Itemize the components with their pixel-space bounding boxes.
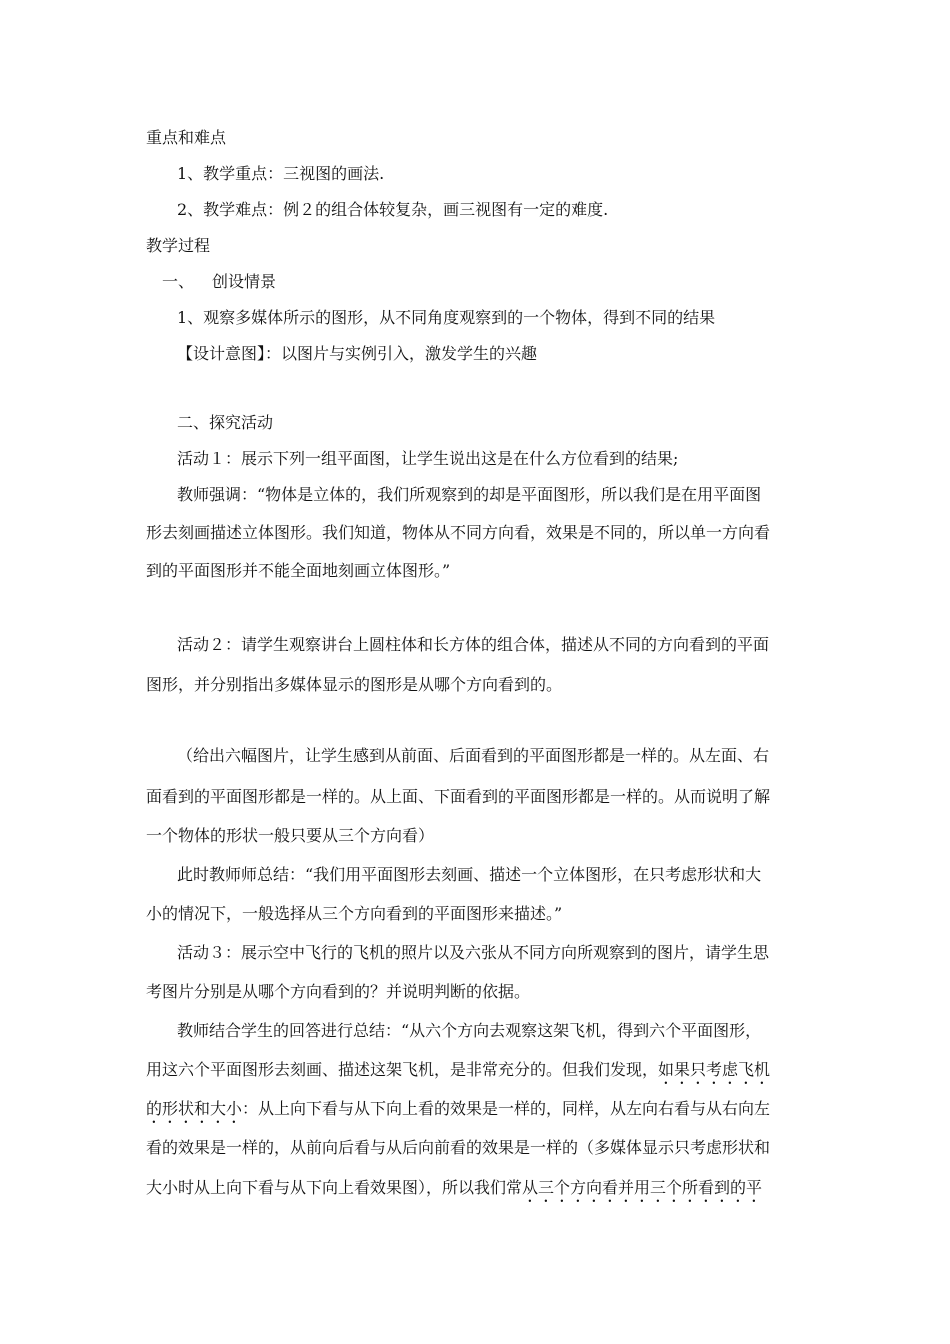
part1-title: 创设情景 [212,272,277,291]
conclusion-line-5-text: 大小时从上向下看与从下向上看效果图），所以我们常 [146,1178,523,1197]
design-intent: 【设计意图】：以图片与实例引入，激发学生的兴趣 [177,344,538,363]
activity-2-line-2: 图形，并分别指出多媒体显示的图形是从哪个方向看到的。 [146,675,563,694]
conclusion-line-3-text: ：从上向下看与从下向上看的效果是一样的，同样，从左向右看与从右向左 [242,1099,771,1118]
keypoint-item-1: 1、教学重点：三视图的画法. [177,164,385,183]
six-pictures-line-2: 面看到的平面图形都是一样的。从上面、下面看到的平面图形都是一样的。从而说明了解 [146,787,771,806]
conclusion-line-2 [146,1059,770,1088]
activity-1: 活动１：展示下列一组平面图，让学生说出这是在什么方位看到的结果; [177,449,679,468]
process-heading: 教学过程 [146,236,211,255]
emphasized-phrase-2: 的形状和大小 [146,1099,243,1118]
activity-3-line-2: 考图片分别是从哪个方向看到的？并说明判断的依据。 [146,982,531,1001]
activity-3-line-1: 活动３：展示空中飞行的飞机的照片以及六张从不同方向所观察到的图片，请学生思 [177,943,770,962]
part1-number: 一、 [162,272,195,291]
teacher-emphasis-line-3: 到的平面图形并不能全面地刻画立体图形。” [146,561,451,580]
conclusion-line-2-text: 用这六个平面图形去刻画、描述这架飞机，是非常充分的。但我们发现， [146,1060,659,1079]
part1-item-1: 1、观察多媒体所示的图形，从不同角度观察到的一个物体，得到不同的结果 [177,308,716,327]
conclusion-line-4: 看的效果是一样的，从前向后看与从后向前看的效果是一样的（多媒体显示只考虑形状和 [146,1138,771,1157]
emphasized-phrase-3: 从三个方向看并用三个所看到的平 [522,1178,763,1197]
six-pictures-line-1: （给出六幅图片，让学生感到从前面、后面看到的平面图形都是一样的。从左面、右 [177,746,770,765]
six-pictures-line-3: 一个物体的形状一般只要从三个方向看） [146,826,435,845]
summary-line-2: 小的情况下，一般选择从三个方向看到的平面图形来描述。” [146,904,563,923]
summary-line-1: 此时教师师总结：“我们用平面图形去刻画、描述一个立体图形，在只考虑形状和大 [177,865,762,884]
teacher-emphasis-line-2: 形去刻画描述立体图形。我们知道，物体从不同方向看，效果是不同的，所以单一方向看 [146,523,771,542]
keypoints-heading: 重点和难点 [146,128,227,147]
part2-title: 二、探究活动 [177,413,274,432]
activity-2-line-1: 活动２：请学生观察讲台上圆柱体和长方体的组合体，描述从不同的方向看到的平面 [177,635,770,654]
keypoint-item-2: 2、教学难点：例２的组合体较复杂，画三视图有一定的难度. [177,200,609,219]
conclusion-line-3 [146,1098,770,1127]
teacher-emphasis-line-1: 教师强调：“物体是立体的，我们所观察到的却是平面图形，所以我们是在用平面图 [177,485,762,504]
conclusion-line-1: 教师结合学生的回答进行总结：“从六个方向去观察这架飞机，得到六个平面图形， [177,1021,762,1040]
emphasized-phrase-1: 如果只考虑飞机 [658,1060,771,1079]
conclusion-line-5 [146,1177,762,1206]
